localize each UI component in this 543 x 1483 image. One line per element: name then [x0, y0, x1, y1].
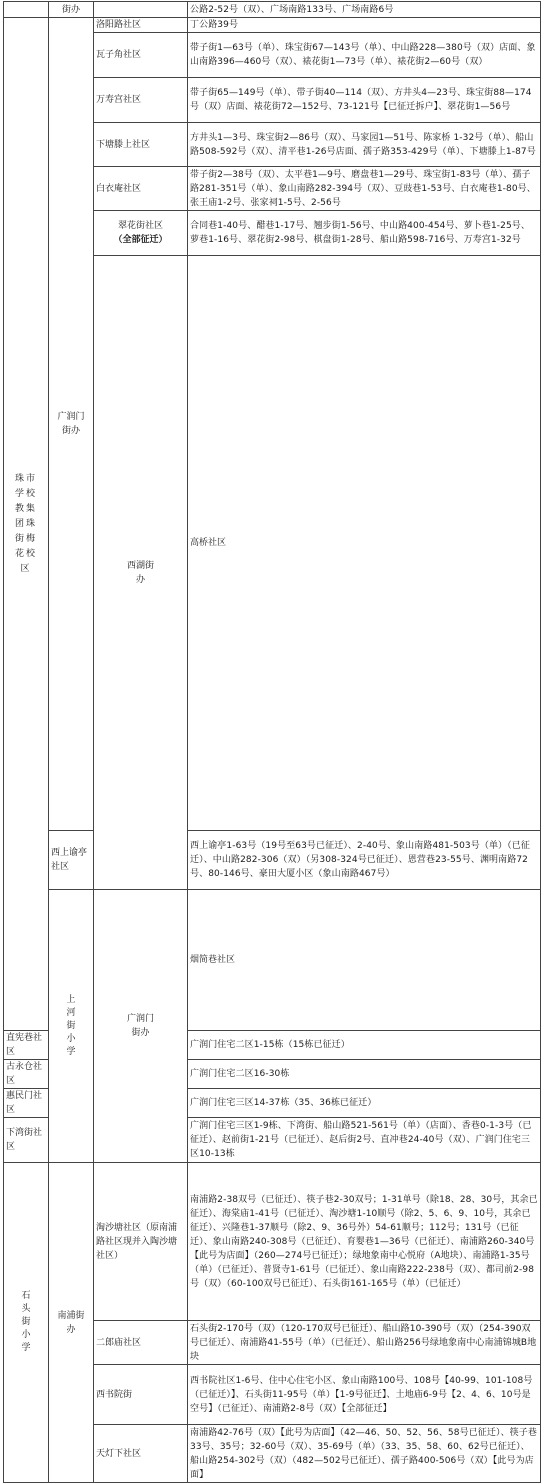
community-cell: 瓦子角社区 — [94, 33, 188, 78]
community-cell: 烟简巷社区 — [188, 890, 541, 1031]
address-cell: 带子街1—63号（单）、珠宝街67—143号（单）、中山路228—380号（双）店面、象山南路396—460号（双）、裱花街1—73号（单）、裱花街2—60号（双） — [188, 33, 541, 78]
school-name: 珠市学校教集团珠街梅花校区 — [14, 473, 37, 574]
school-name: 上河街小学 — [66, 994, 76, 1057]
address-cell: 广润门住宅二区1-15栋（15栋已征迁） — [188, 1031, 541, 1060]
school-cell — [49, 890, 94, 1163]
street-cell — [94, 256, 188, 890]
address-cell: 合同巷1-40号、醋巷1-17号、翘步街1-56号、中山路400-454号、萝卜巷1-25号、萝巷1-16号、翠花街2-98号、棋盘街1-28号、船山路598-716号、万寿宫1-32号 — [188, 211, 541, 256]
street-label: 广润门街办 — [126, 1014, 154, 1038]
community-cell: 淘沙塘社区（原南浦路社区现并入陶沙塘社区） — [94, 1163, 188, 1321]
school-cell — [4, 18, 49, 1031]
address-cell: 带子街65—149号（单）、带子街40—114（双）、方井头4—23号、珠宝街88—174号（双）店面、裱花街72—152号、73-121号【已征迁拆户】、翠花街1—56号 — [188, 78, 541, 123]
street-label: 广润门街办 — [57, 412, 85, 436]
street-label: 街办 — [61, 4, 80, 15]
community-cell: 古永仓社区 — [4, 1060, 49, 1089]
community-cell — [94, 211, 188, 256]
community-cell: 白衣庵社区 — [94, 167, 188, 211]
street-cell — [49, 18, 94, 831]
address-cell: 带子街2—38号（双）、太平巷1—9号、磨盘巷1—29号、珠宝街1-83号（单）、孺子路281-351号（单）、象山南路282-394号（双）、豆豉巷1-53号、白衣庵巷1-80号、张王庙1-2号、张家祠1-5号、2-56号 — [188, 167, 541, 211]
school-cell — [4, 1163, 49, 1483]
table-row — [4, 890, 541, 1031]
community-cell: 天灯下社区 — [94, 1425, 188, 1483]
school-name: 石头街小学 — [21, 1291, 31, 1353]
address-cell: 南浦路2-38双号（已征迁）、筷子巷2-30双号；1-31单号（除18、28、30号，其余已征迁）、海棠庙1-41号（已征迁）、淘沙塘1-10顺号（除2、5、6、9、10号，其余已征迁）、兴隆巷1-37顺号（除2、9、36号外）54-61顺号；112号；131号（已征迁）、象山南路240-308号（已征迁）、育婴巷1—36号（已征迁）、南浦路260-340号【此号为店面】（260—274号已征迁）；绿地象南中心悦府（A地块）、南浦路1-35号（单）（已征迁）、普贤寺1-61号（已征迁）、象山南路222-238号（双）、都司前2-98号（双）（60-100双号已征迁）、石头街161-165号（单）（已征迁） — [188, 1163, 541, 1321]
table-row — [4, 18, 541, 33]
community-cell: 万寿宫社区 — [94, 78, 188, 123]
community-cell: 下湾街社区 — [4, 1118, 49, 1163]
school-cell — [4, 2, 49, 18]
community-cell: 惠民门社区 — [4, 1089, 49, 1118]
community-cell: 高桥社区 — [188, 256, 541, 831]
address-cell: 丁公路39号 — [188, 18, 541, 33]
address-cell: 石头街2-170号（双）（120-170双号已征迁）、船山路10-390号（双）（254-390双号已征迁）、南浦路41-55号（单）（已征迁）、船山路256号绿地象南中心南浦锦城B地块 — [188, 1321, 541, 1365]
address-cell: 广润门住宅三区14-37栋（35、36栋已征迁） — [188, 1089, 541, 1118]
community-cell: 西书院街 — [94, 1365, 188, 1425]
address-cell: 西上谕亭1-63号（19号至63号已征迁）、2-40号、象山南路481-503号（单）（已征迁）、中山路282-306（双）（另308-324号已征迁）、恩营巷23-55号、渊明南路72号、80-146号、豪田大厦小区（象山南路467号） — [188, 831, 541, 890]
address-cell: 公路2-52号（双）、广场南路133号、广场南路6号 — [188, 2, 541, 18]
table-row — [4, 2, 541, 18]
community-note: （全部征迁） — [113, 235, 168, 245]
street-label: 西湖街办 — [126, 560, 154, 585]
table-row — [4, 831, 541, 890]
community-cell: 直宪巷社区 — [4, 1031, 49, 1060]
community-cell: 西上谕亭社区 — [49, 831, 94, 890]
table-row — [4, 1163, 541, 1321]
street-cell — [49, 2, 94, 18]
address-cell: 方井头1—3号、珠宝街2—86号（双）、马家园1—51号、陈家桥 1-32号（单）、船山路508-592号（双）、清平巷1-26号店面、孺子路353-429号（单）、下塘滕上1-87号 — [188, 123, 541, 167]
community-name: 翠花街社区 — [117, 221, 163, 231]
community-cell: 下塘滕上社区 — [94, 123, 188, 167]
community-cell: 洛阳路社区 — [94, 18, 188, 33]
street-cell — [49, 1163, 94, 1483]
community-cell: 二郎庙社区 — [94, 1321, 188, 1365]
street-cell — [94, 890, 188, 1163]
community-cell — [94, 2, 188, 18]
street-label: 南浦街办 — [57, 1310, 85, 1335]
address-cell: 广润门住宅二区16-30栋 — [188, 1060, 541, 1089]
address-cell: 西书院社区1-6号、住中心住宅小区、象山南路100号、108号【40-99、101-108号（已征迁）】、石头街11-95号（单）【1-9号征迁】、土地庙6-9号【2、4、6、10号是空号】（已征迁）、南浦路2-8号（双）【全部征迁】 — [188, 1365, 541, 1425]
address-cell: 南浦路42-76号（双）【此号为店面】（42—46、50、52、56、58号已征迁）、筷子巷33号、35号；32-60号（双）、35-69号（单）（33、35、58、60、62号已征迁）、船山路254-302号（双）（482—502号已征迁）、孺子路400-506号（双）【此号为店面】 — [188, 1425, 541, 1483]
address-cell: 广润门住宅三区1-9栋、下湾街、船山路521-561号（单）（店面）、香巷0-1-3号（已征迁）、赵前街1-21号（已征迁）、赵后街2号、直冲巷24-40号（双）、广润门住宅三区10-13栋 — [188, 1118, 541, 1163]
address-table — [3, 1, 541, 1483]
